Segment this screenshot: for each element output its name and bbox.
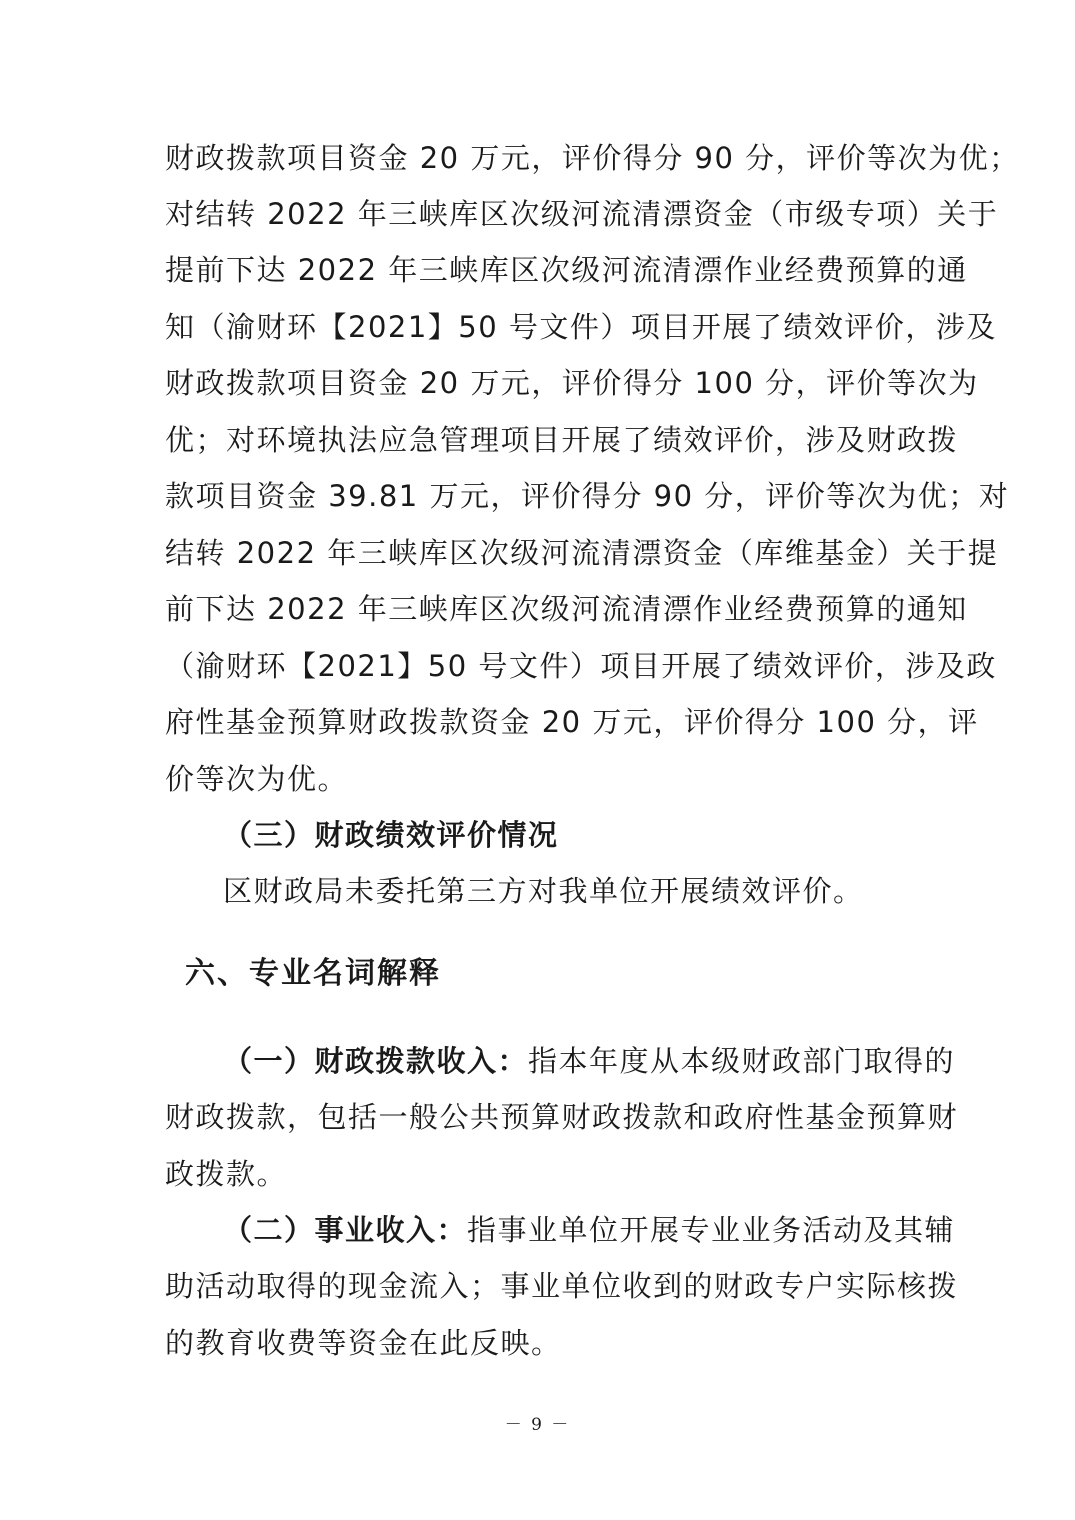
paragraph-line: （渝财环【2021】50 号文件）项目开展了绩效评价，涉及政 bbox=[165, 649, 997, 683]
term-2-label: （二）事业收入： bbox=[223, 1213, 468, 1247]
paragraph-line: 价等次为优。 bbox=[165, 762, 349, 796]
term-2-line: 助活动取得的现金流入；事业单位收到的财政专户实际核拨 bbox=[165, 1269, 959, 1303]
term-1-label: （一）财政拨款收入： bbox=[223, 1044, 529, 1078]
chapter-heading: 六、专业名词解释 bbox=[185, 956, 441, 991]
paragraph-line: 财政拨款项目资金 20 万元，评价得分 90 分，评价等次为优； bbox=[165, 141, 1020, 175]
term-1-line: 财政拨款，包括一般公共预算财政拨款和政府性基金预算财 bbox=[165, 1100, 959, 1134]
section-3-text: 区财政局未委托第三方对我单位开展绩效评价。 bbox=[223, 874, 864, 908]
paragraph-line: 结转 2022 年三峡库区次级河流清漂资金（库维基金）关于提 bbox=[165, 536, 999, 570]
paragraph-line: 提前下达 2022 年三峡库区次级河流清漂作业经费预算的通 bbox=[165, 253, 968, 287]
paragraph-line: 优；对环境执法应急管理项目开展了绩效评价，涉及财政拨 bbox=[165, 423, 959, 457]
paragraph-line: 款项目资金 39.81 万元，评价得分 90 分，评价等次为优；对 bbox=[165, 479, 1010, 513]
term-2-definition: 指事业单位开展专业业务活动及其辅 bbox=[467, 1213, 956, 1247]
term-1-first-line bbox=[223, 1043, 956, 1079]
paragraph-line: 前下达 2022 年三峡库区次级河流清漂作业经费预算的通知 bbox=[165, 592, 968, 626]
paragraph-line: 财政拨款项目资金 20 万元，评价得分 100 分，评价等次为 bbox=[165, 366, 979, 400]
term-2-line: 的教育收费等资金在此反映。 bbox=[165, 1326, 562, 1360]
section-heading-3: （三）财政绩效评价情况 bbox=[223, 818, 559, 852]
term-2-first-line bbox=[223, 1212, 956, 1248]
paragraph-line: 知（渝财环【2021】50 号文件）项目开展了绩效评价，涉及 bbox=[165, 310, 997, 344]
term-1-definition: 指本年度从本级财政部门取得的 bbox=[528, 1044, 956, 1078]
paragraph-line: 对结转 2022 年三峡库区次级河流清漂资金（市级专项）关于 bbox=[165, 197, 999, 231]
page-number: － 9 － bbox=[504, 1415, 571, 1435]
term-1-line: 政拨款。 bbox=[165, 1157, 288, 1191]
paragraph-line: 府性基金预算财政拨款资金 20 万元，评价得分 100 分，评 bbox=[165, 705, 979, 739]
